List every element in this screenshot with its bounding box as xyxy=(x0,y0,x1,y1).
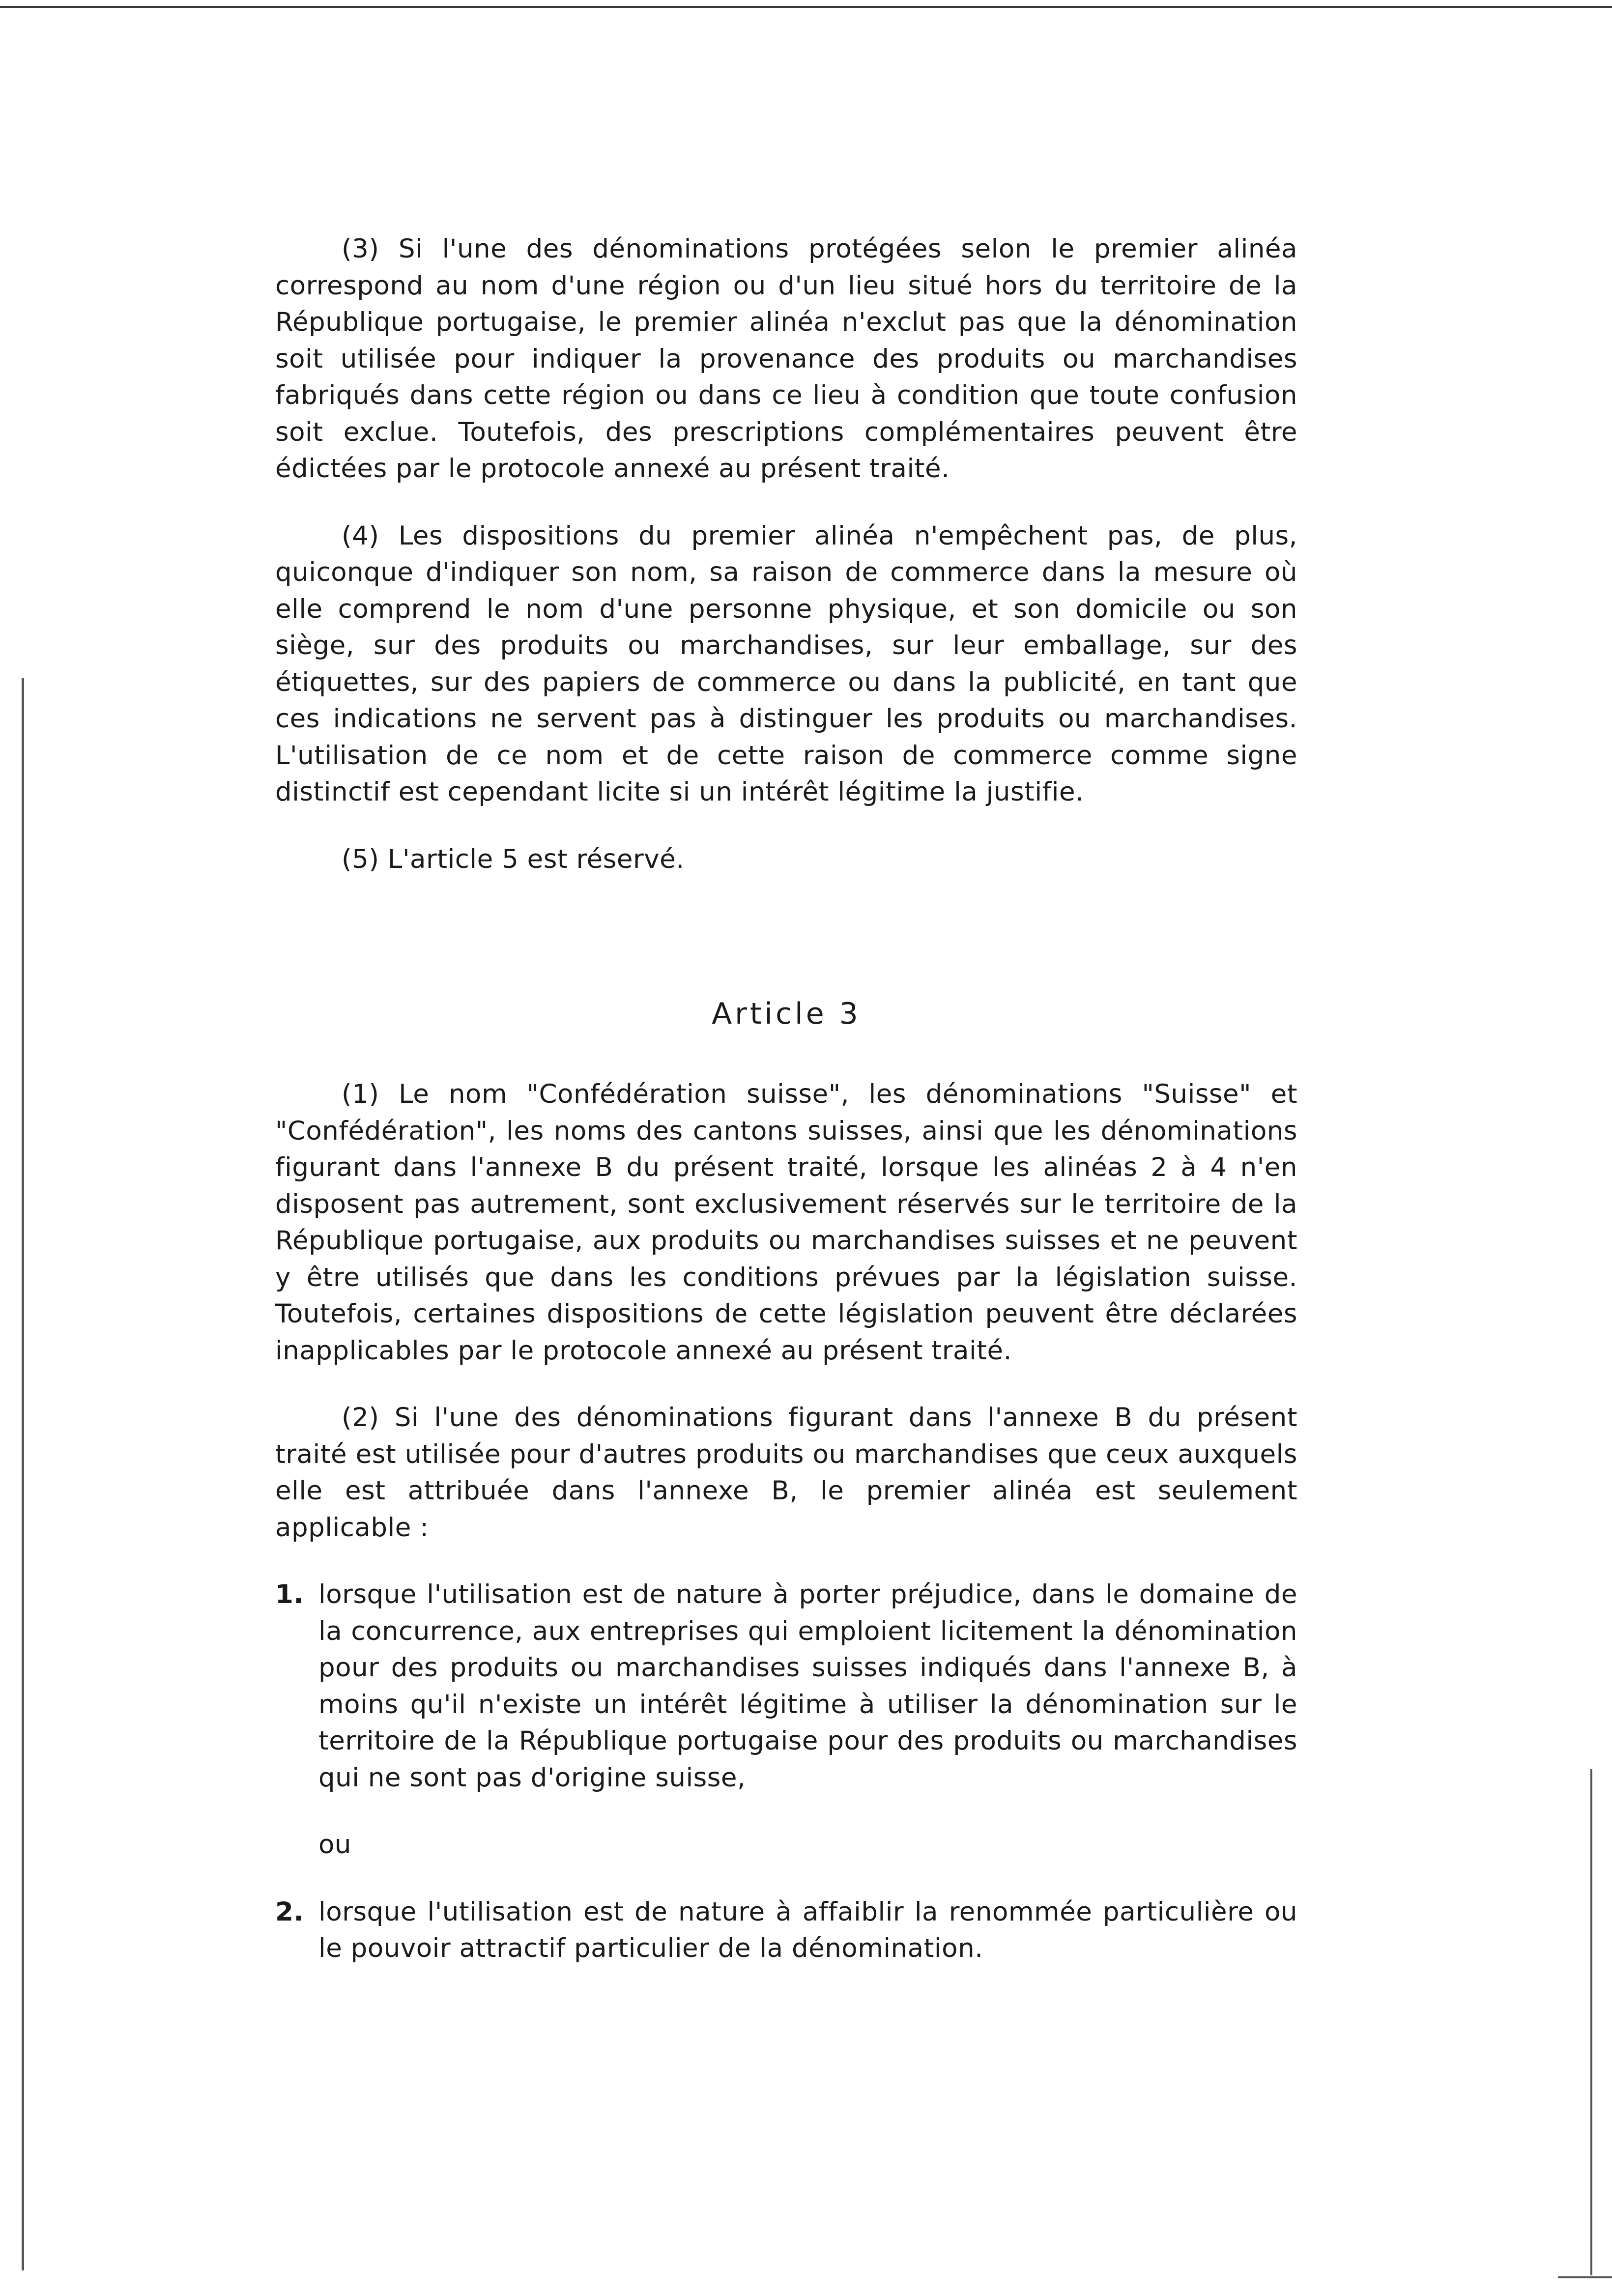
paragraph-4: (4) Les dispositions du premier alinéa n'empêchent pas, de plus, quiconque d'indiquer son nom, sa raison de commerce dans la mesure où elle comprend le nom d'une personne physique, et son domicile ou son siège, sur des produits ou marchandises, sur leur emballage, sur des étiquettes, sur des papiers de commerce ou dans la publicité, en tant que ces indications ne servent pas à distinguer les produits ou marchandises. L'utilisation de ce nom et de cette raison de commerce comme signe distinctif est cependant licite si un intérêt légitime la justifie. xyxy=(275,520,1297,807)
scan-bottom-edge xyxy=(1558,2276,1612,2278)
list-item-text: lorsque l'utilisation est de nature à affaiblir la renommée particulière ou le pouvoir attractif particulier de la dénomination. xyxy=(318,1896,1297,1963)
list-item-1 xyxy=(275,1577,1297,1796)
scan-right-edge xyxy=(1590,1769,1592,2275)
list-item-number: 2. xyxy=(275,1896,304,1927)
list-item-number: 1. xyxy=(275,1579,304,1609)
list-item-text: lorsque l'utilisation est de nature à porter préjudice, dans le domaine de la concurrence, aux entreprises qui emploient licitement la dénomination pour des produits ou marchandises suisses indiqués dans l'annexe B, à moins qu'il n'existe un intérêt légitime à utiliser la dénomination sur le territoire de la République portugaise pour des produits ou marchandises qui ne sont pas d'origine suisse, xyxy=(318,1579,1297,1793)
paragraph-5: (5) L'article 5 est réservé. xyxy=(342,844,685,874)
document-page xyxy=(275,231,1297,1998)
article-3-heading: Article 3 xyxy=(712,997,861,1031)
scan-left-edge xyxy=(22,678,24,2270)
paragraph-3: (3) Si l'une des dénominations protégées selon le premier alinéa correspond au nom d'une région ou d'un lieu situé hors du territoire de la République portugaise, le premier alinéa n'exclut pas que la dénomination soit utilisée pour indiquer la provenance des produits ou marchandises fabriqués dans cette région ou dans ce lieu à condition que toute confusion soit exclue. Toutefois, des prescriptions complémentaires peuvent être édictées par le protocole annexé au présent traité. xyxy=(275,234,1297,484)
article-3-paragraph-1: (1) Le nom "Confédération suisse", les dénominations "Suisse" et "Confédération", les noms des cantons suisses, ainsi que les dénominations figurant dans l'annexe B du présent traité, lorsque les alinéas 2 à 4 n'en disposent pas autrement, sont exclusivement réservés sur le territoire de la République portugaise, aux produits ou marchandises suisses et ne peuvent y être utilisés que dans les conditions prévues par la législation suisse. Toutefois, certaines dispositions de cette législation peuvent être déclarées inapplicables par le protocole annexé au présent traité. xyxy=(275,1079,1297,1366)
list-item-2 xyxy=(275,1894,1297,1967)
article-3-paragraph-2: (2) Si l'une des dénominations figurant dans l'annexe B du présent traité est utilisée pour d'autres produits ou marchandises que ceux auxquels elle est attribuée dans l'annexe B, le premier alinéa est seulement applicable : xyxy=(275,1403,1297,1543)
scan-top-edge xyxy=(0,6,1612,8)
conjunction-ou: ou xyxy=(318,1830,352,1860)
